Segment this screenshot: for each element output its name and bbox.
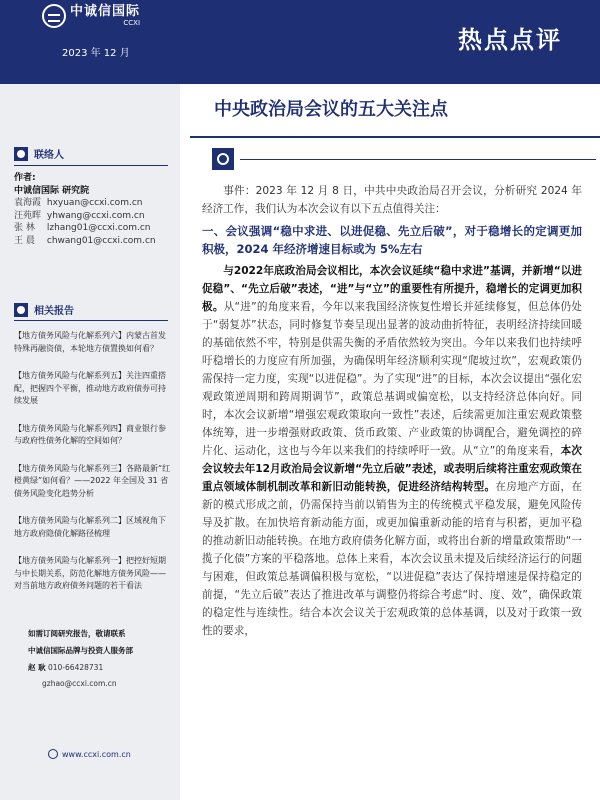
ccxi-logo-icon: [42, 4, 66, 28]
phone-name: 赵 耿: [28, 663, 46, 672]
contacts-rule: [14, 165, 168, 166]
related-report-link[interactable]: 【地方债务风险与化解系列四】商业银行参与政府性债务化解的空间如何？: [14, 423, 166, 445]
subscribe-block: [28, 628, 178, 690]
contact-row: [14, 222, 174, 235]
report-icon: [14, 303, 28, 317]
contact-email[interactable]: chwang01@ccxi.com.cn: [46, 235, 156, 246]
website-row: [48, 749, 131, 759]
related-report-link[interactable]: 【地方债务风险与化解系列三】各路最新“红橙黄绿”如何看？——2022 年全国及 31 省债务风险变化趋势分析: [14, 463, 171, 498]
related-report-link[interactable]: 【地方债务风险与化解系列二】区域视角下地方政府隐债化解路径梳理: [14, 516, 166, 538]
related-reports: [14, 330, 172, 608]
service-email[interactable]: gzhao@ccxi.com.cn: [42, 679, 117, 688]
paragraph-text: 从“进”的角度来看，今年以来我国经济恢复性增长并延续修复，但总体仍处于“弱复苏”状态，同时修复节奏呈现出显著的波动曲折特征，表明经济持续回暖的基础依然不牢，特别是供需失衡的矛盾依然较为突出。今年以来我们也持续呼吁稳增长的力度应有所加强，为确保明年经济顺利实现“爬坡过坎”，宏观政策仍需保持一定力度，实现“以进促稳”。为了实现“进”的目标，本次会议提出“强化宏观政策逆周期和跨周期调节”，政策总基调或偏宽松，以支持经济总体向好。同时，本次会议新增“增强宏观政策取向一致性”表述，后续需更加注重宏观政策整体统筹，进一步增强财政政策、货币政策、产业政策的协调配合，避免调控的碎片化、运动化，这也与今年以来我们的持续呼吁一致。从“立”的角度来看，: [202, 301, 583, 457]
author-label: 作者:: [14, 173, 36, 183]
phone-row: [28, 662, 178, 674]
page-title: 中央政治局会议的五大关注点: [214, 99, 448, 120]
contacts-block: [14, 172, 174, 247]
report-date: 2023 年 12 月: [62, 48, 130, 59]
reports-rule: [14, 320, 168, 321]
intro-paragraph: 事件：2023 年 12 月 8 日，中共中央政治局召开会议，分析研究 2024 年经济工作，我们认为本次会议有以下五点值得关注：: [202, 185, 582, 215]
logo-en: CCXI: [123, 19, 141, 27]
contact-email[interactable]: lzhang01@ccxi.com.cn: [46, 223, 151, 233]
service-dept: 中诚信国际品牌与投资人服务部: [28, 646, 133, 655]
page-header: [0, 0, 600, 84]
key-point: 与2022年底政治局会议相比，本次会议延续“稳中求进”基调，并新增“以进促稳”、“先立后破”表述，“进”与“立”的重要性有所提升，稳增长的定调更加积极。: [202, 265, 582, 313]
contact-row: [14, 197, 174, 210]
website-link[interactable]: www.ccxi.com.cn: [62, 749, 131, 759]
related-report-link[interactable]: 【地方债务风险与化解系列六】内蒙古首发特殊再融资债，本轮地方债置换如何看？: [14, 331, 166, 353]
contact-name: 汪苑晖: [14, 210, 42, 221]
ccxi-small-logo-icon: [48, 749, 58, 759]
contacts-heading: [14, 146, 64, 161]
contact-row: [14, 210, 174, 223]
contact-name: 张 林: [14, 223, 35, 233]
contact-row: [14, 235, 174, 248]
body-paragraph: [202, 262, 582, 640]
subscribe-line: 如需订阅研究报告，敬请联系: [28, 629, 126, 638]
paragraph-text: 在房地产方面，在新的模式形成之前，仍需保持当前以销售为主的传统模式平稳发展，避免风险传导及扩散。在加快培育新动能方面，或更加偏重新动能的培育与积蓄，更加平稳的推动新旧动能转换。在地方政府债务化解方面，或将出台新的增量政策帮助“一揽子化债”方案的平稳落地。总体上来看，本次会议虽未提及后续经济运行的问题与困难，但政策总基调偏积极与宽松，“以进促稳”表达了保持增速是保持稳定的前提，“先立后破”表达了推进改革与调整仍将综合考虑“时、度、效”，确保政策的稳定性与连续性。结合本次会议关于宏观政策的总体基调，以及对于政策一致性的要求，: [202, 481, 583, 637]
related-report-link[interactable]: 【地方债务风险与化解系列五】关注四重搭配，把握四个平衡，推动地方政府债券可持续发展: [14, 371, 166, 405]
contact-email[interactable]: hxyuan@ccxi.com.cn: [46, 198, 143, 208]
article-body: [202, 182, 582, 640]
section-heading-1: 一、会议强调“稳中求进、以进促稳、先立后破”，对于稳增长的定调更加积极，2024 年经济增速目标或为 5%左右: [202, 224, 582, 256]
commentary-icon: [212, 148, 234, 170]
contact-email[interactable]: yhwang@ccxi.com.cn: [46, 210, 145, 221]
related-report-link[interactable]: 【地方债务风险与化解系列一】把控好短期与中长期关系，防范化解地方债务风险——对当前地方政府债务问题的若干看法: [14, 556, 166, 590]
ccxi-logo: [42, 4, 140, 28]
key-point: 本次会议较去年12月政治局会议新增“先立后破”表述，或表明后续将注重宏观政策在重点领域体制机制改革和新旧动能转换，促进经济结构转型。: [202, 445, 583, 493]
contact-name: 王 晨: [14, 235, 35, 246]
contacts-heading-label: 联络人: [34, 150, 64, 161]
contact-icon: [14, 147, 28, 161]
contact-name: 袁海霞: [14, 198, 42, 208]
phone-number: 010-66428731: [48, 663, 104, 672]
institute: 中诚信国际 研究院: [14, 185, 90, 196]
title-rule: [190, 136, 600, 138]
body-rule: [240, 159, 596, 160]
report-tag: 热点点评: [458, 25, 562, 54]
logo-cn: 中诚信国际: [70, 4, 141, 19]
reports-heading-label: 相关报告: [34, 306, 74, 317]
reports-heading: [14, 302, 74, 317]
